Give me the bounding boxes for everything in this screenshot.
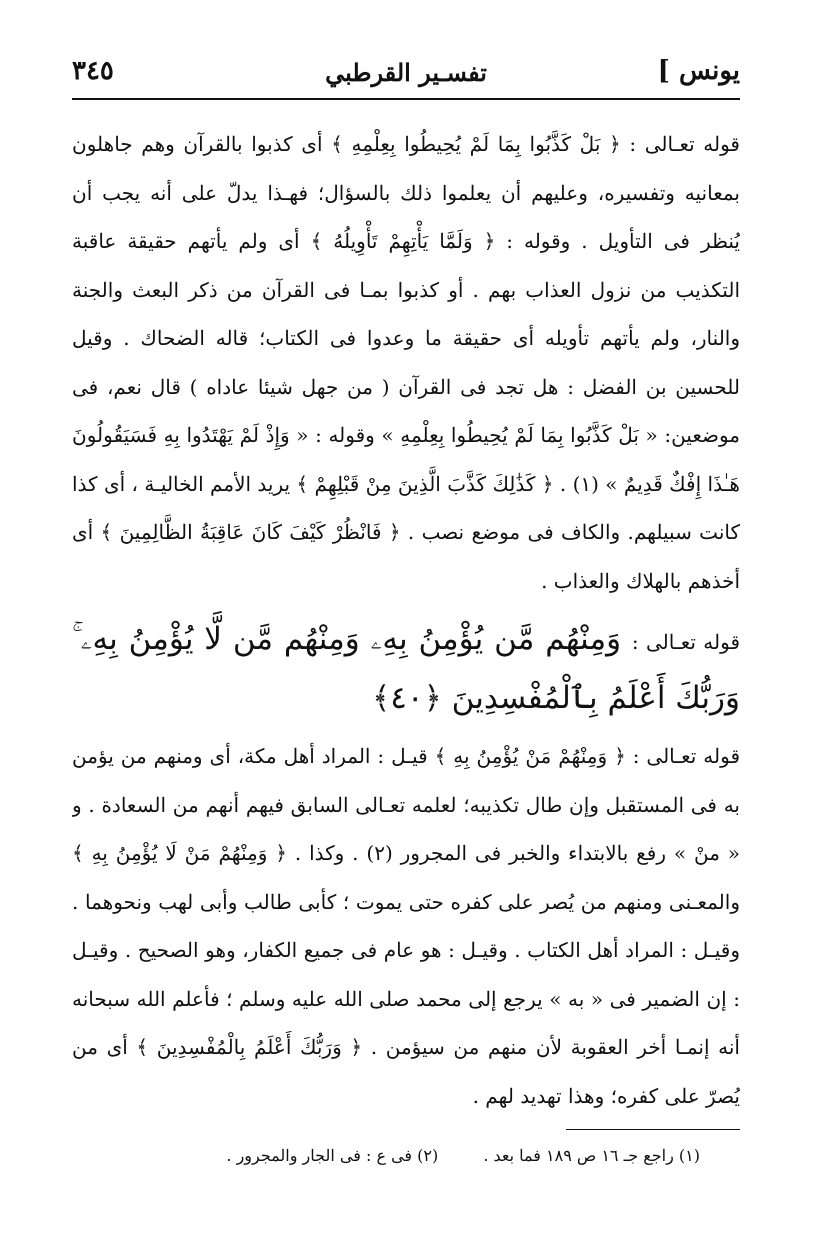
commentary-paragraph-1: قوله تعـالى : ﴿ بَلْ كَذَّبُوا بِمَا لَمْ يُحِيطُوا بِعِلْمِهِ ﴾ أى كذبوا بالقرآن وهم جاهلون بمعانيه وتفسيره، وعليهم أن يعلموا ذلك بالسؤال؛ فهـذا يدلّ على أنه يجب أن يُنظر فى التأويل . وقوله : ﴿ وَلَمَّا يَأْتِهِمْ تَأْوِيلُهُ ﴾ أى ولم يأتهم حقيقة عاقبة التكذيب من نزول العذاب بهم . أو كذبوا بمـا فى القرآن من ذكر البعث والجنة والنار، ولم يأتهم تأويله أى حقيقة ما وعدوا فى الكتاب؛ قاله الضحاك . وقيل للحسين بن الفضل : هل تجد فى القرآن ( من جهل شيئا عاداه ) قال نعم، فى موضعين: « بَلْ كَذَّبُوا بِمَا لَمْ يُحِيطُوا بِعِلْمِهِ » وقوله : « وَإِذْ لَمْ يَهْتَدُوا بِهِ فَسَيَقُولُونَ هَـٰذَا إِفْكٌ قَدِيمٌ » (١) . ﴿ كَذَٰلِكَ كَذَّبَ الَّذِينَ مِنْ قَبْلِهِمْ ﴾ يريد الأمم الخاليـة ، أى كذا كانت سبيلهم. والكاف فى موضع نصب . ﴿ فَانْظُرْ كَيْفَ كَانَ عَاقِبَةُ الظَّالِمِينَ ﴾ أى أخذهم بالهلاك والعذاب . <box>72 132 740 593</box>
footnote-2: (٢) فى ع : فى الجار والمجرور . <box>226 1146 439 1165</box>
verse-40 <box>72 611 740 726</box>
verse-40-intro: قوله تعـالى : <box>631 630 740 654</box>
surah-name: يونس ] <box>657 56 740 86</box>
header-divider <box>72 98 740 100</box>
footnotes <box>160 1146 700 1176</box>
book-title: تفسـير القرطبي <box>325 58 487 87</box>
page-number: ٣٤٥ <box>72 56 114 86</box>
commentary-paragraph-2: قوله تعـالى : ﴿ وَمِنْهُمْ مَنْ يُؤْمِنُ بِهِ ﴾ قيـل : المراد أهل مكة، أى ومنهم من يؤمن به فى المستقبل وإن طال تكذيبه؛ لعلمه تعـالى السابق فيهم أنهم من السعادة . و « منْ » رفع بالابتداء والخبر فى المجرور (٢) . وكذا . ﴿ وَمِنْهُمْ مَنْ لَا يُؤْمِنُ بِهِ ﴾ والمعـنى ومنهم من يُصر على كفره حتى يموت ؛ كأبى طالب وأبى لهب ونحوهما . وقيـل : المراد أهل الكتاب . وقيـل : هو عام فى جميع الكفار، وهو الصحيح . وقيـل : إن الضمير فى « به » يرجع إلى محمد صلى الله عليه وسلم ؛ فأعلم الله سبحانه أنه إنمـا أخر العقوبة لأن منهم من سيؤمن . ﴿ وَرَبُّكَ أَعْلَمُ بِالْمُفْسِدِينَ ﴾ أى من يُصرّ على كفره؛ وهذا تهديد لهم . <box>72 744 740 1108</box>
page-body <box>72 120 740 1120</box>
verse-40-text: وَمِنْهُم مَّن يُؤْمِنُ بِهِۦ وَمِنْهُم مَّن لَّا يُؤْمِنُ بِهِۦ ۚ وَرَبُّكَ أَعْلَمُ بِٱلْمُفْسِدِينَ ﴿٤٠﴾ <box>72 621 740 716</box>
footnote-1: (١) راجع جـ ١٦ ص ١٨٩ فما بعد . <box>483 1146 700 1165</box>
footnote-divider <box>566 1129 740 1130</box>
page-header <box>72 52 740 96</box>
